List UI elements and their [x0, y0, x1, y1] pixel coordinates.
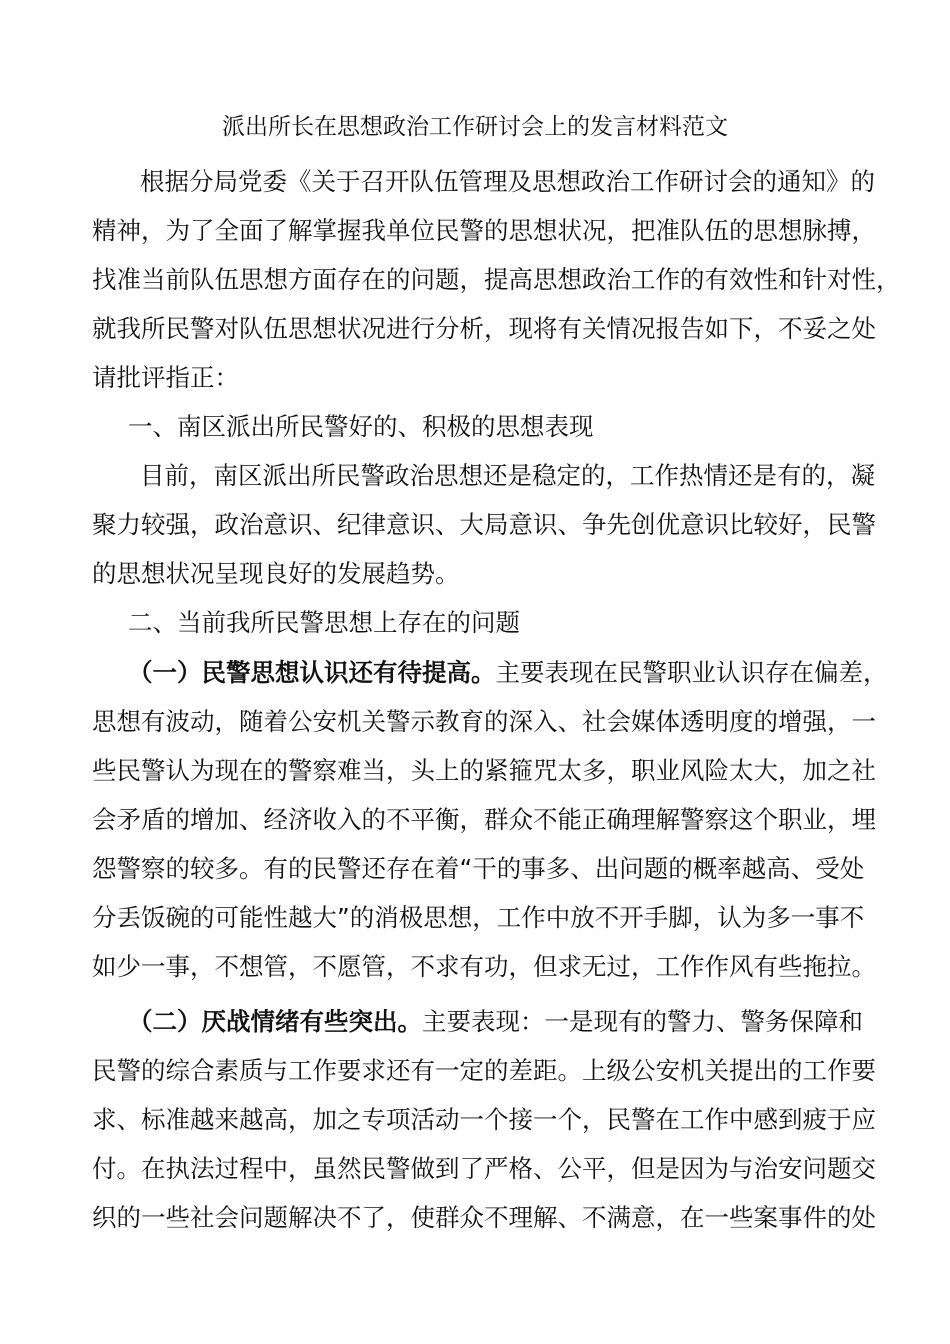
paragraph-line: 精神，为了全面了解掌握我单位民警的思想状况，把准队伍的思想脉搏，: [92, 216, 876, 245]
paragraph-line: 请批评指正：: [92, 363, 239, 392]
paragraph-line: 目前，南区派出所民警政治思想还是稳定的，工作热情还是有的，凝: [140, 461, 875, 490]
paragraph-line: 根据分局党委《关于召开队伍管理及思想政治工作研讨会的通知》的: [140, 167, 875, 196]
paragraph-line: 如少一事，不想管，不愿管，不求有功，但求无过，工作作风有些拖拉。: [92, 952, 876, 981]
paragraph-line: 怨警察的较多。有的民警还存在着“干的事多、出问题的概率越高、受处: [92, 854, 865, 883]
paragraph-line: 民警的综合素质与工作要求还有一定的差距。上级公安机关提出的工作要: [92, 1056, 876, 1085]
paragraph-text: 主要表现在民警职业认识存在偏差，: [495, 658, 888, 687]
paragraph-line: [128, 655, 888, 691]
paragraph-text: 主要表现：一是现有的警力、警务保障和: [422, 1007, 863, 1036]
paragraph-line: 分丢饭碗的可能性越大”的消极思想，工作中放不开手脚，认为多一事不: [92, 903, 865, 932]
paragraph-line: 聚力较强，政治意识、纪律意识、大局意识、争先创优意识比较好，民警: [92, 510, 876, 539]
bold-subheading: （二）厌战情绪有些突出。: [128, 1007, 422, 1036]
paragraph-line: 思想有波动，随着公安机关警示教育的深入、社会媒体透明度的增强，一: [92, 707, 876, 736]
paragraph-line: [128, 1004, 862, 1040]
document-title: 派出所长在思想政治工作研讨会上的发言材料范文: [222, 114, 728, 140]
section-heading: 一、南区派出所民警好的、积极的思想表现: [128, 412, 594, 441]
paragraph-line: 的思想状况呈现良好的发展趋势。: [92, 559, 460, 588]
section-heading: 二、当前我所民警思想上存在的问题: [128, 608, 520, 637]
paragraph-line: 些民警认为现在的警察难当，头上的紧箍咒太多，职业风险太大，加之社: [92, 756, 876, 785]
paragraph-line: 会矛盾的增加、经济收入的不平衡，群众不能正确理解警察这个职业，埋: [92, 805, 876, 834]
paragraph-line: 就我所民警对队伍思想状况进行分析，现将有关情况报告如下，不妥之处: [92, 314, 876, 343]
paragraph-line: 找准当前队伍思想方面存在的问题，提高思想政治工作的有效性和针对性，: [92, 265, 901, 294]
bold-subheading: （一）民警思想认识还有待提高。: [128, 658, 496, 687]
paragraph-line: 付。在执法过程中，虽然民警做到了严格、公平，但是因为与治安问题交: [92, 1154, 876, 1183]
paragraph-line: 织的一些社会问题解决不了，使群众不理解、不满意，在一些案事件的处: [92, 1203, 876, 1232]
paragraph-line: 求、标准越来越高，加之专项活动一个接一个，民警在工作中感到疲于应: [92, 1105, 876, 1134]
